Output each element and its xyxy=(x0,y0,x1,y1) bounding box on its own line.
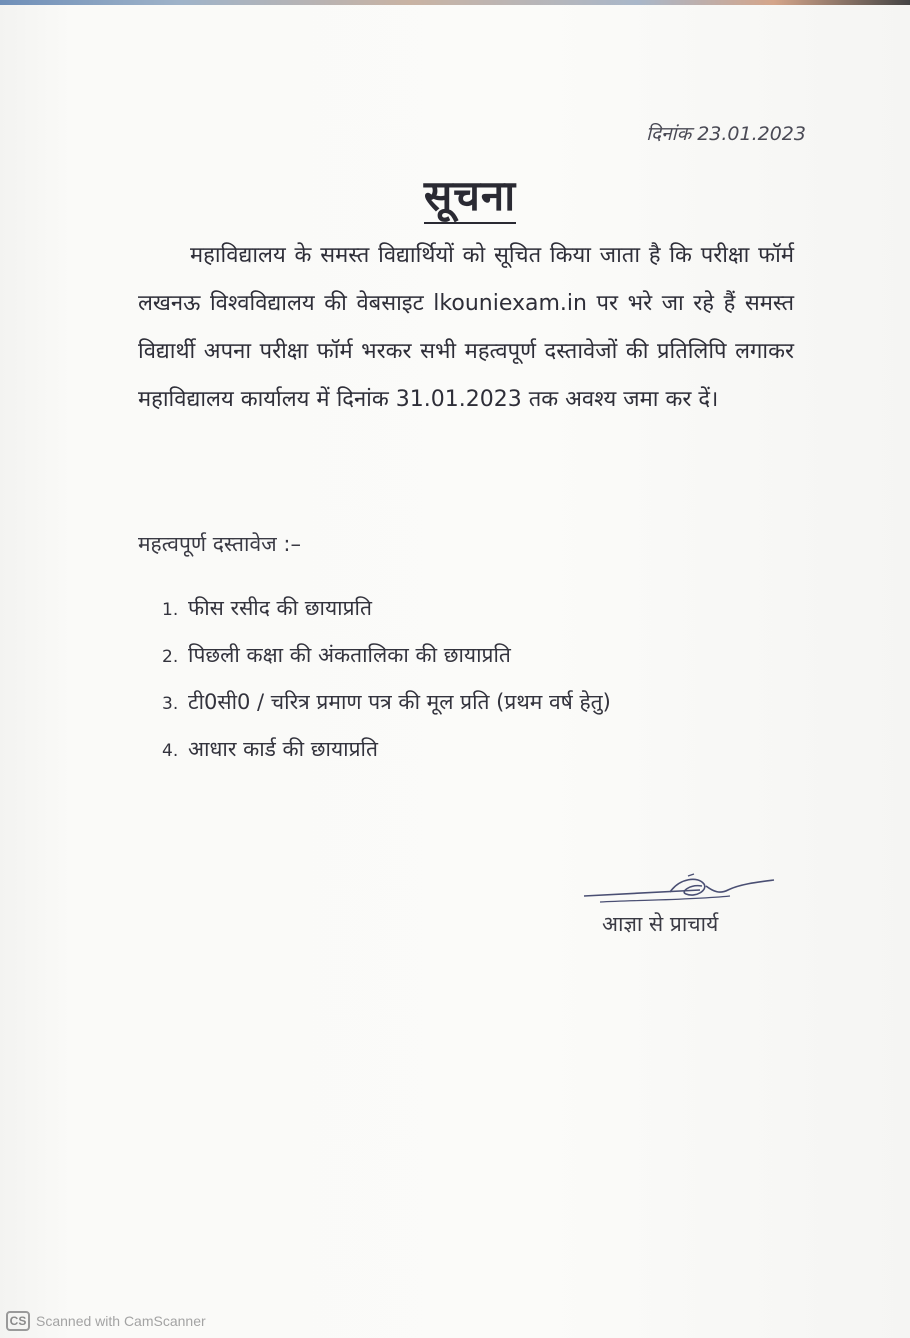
document-text: पिछली कक्षा की अंकतालिका की छायाप्रति xyxy=(188,643,511,667)
document-number: 4. xyxy=(162,741,179,761)
notice-date: दिनांक 23.01.2023 xyxy=(646,123,806,145)
notice-title xyxy=(0,166,910,223)
watermark-text: Scanned with CamScanner xyxy=(36,1313,206,1329)
scan-edge-strip xyxy=(0,0,910,5)
document-text: आधार कार्ड की छायाप्रति xyxy=(188,737,378,761)
camscanner-logo-icon: CS xyxy=(6,1311,30,1331)
documents-list xyxy=(162,585,611,773)
camscanner-watermark xyxy=(6,1311,206,1331)
document-item xyxy=(162,726,611,773)
document-item xyxy=(162,585,611,632)
principal-signature xyxy=(580,872,780,912)
document-text: टी0सी0 / चरित्र प्रमाण पत्र की मूल प्रति (प्रथम वर्ष हेतु) xyxy=(188,690,611,714)
document-number: 1. xyxy=(162,600,179,620)
document-item xyxy=(162,679,611,726)
notice-body: महाविद्यालय के समस्त विद्यार्थियों को सूचित किया जाता है कि परीक्षा फॉर्म लखनऊ विश्वविद्यालय की वेबसाइट lkouniexam.in पर भरे जा रहे हैं समस्त विद्यार्थी अपना परीक्षा फॉर्म भरकर सभी महत्वपूर्ण दस्तावेजों की प्रतिलिपि लगाकर महाविद्यालय कार्यालय में दिनांक 31.01.2023 तक अवश्य जमा कर दें। xyxy=(138,243,794,412)
document-number: 2. xyxy=(162,647,179,667)
notice-title-text: सूचना xyxy=(424,171,516,224)
document-number: 3. xyxy=(162,694,179,714)
document-text: फीस रसीद की छायाप्रति xyxy=(188,596,372,620)
documents-heading: महत्वपूर्ण दस्तावेज :– xyxy=(138,532,301,556)
document-item xyxy=(162,632,611,679)
signatory-line: आज्ञा से प्राचार्य xyxy=(602,912,719,936)
